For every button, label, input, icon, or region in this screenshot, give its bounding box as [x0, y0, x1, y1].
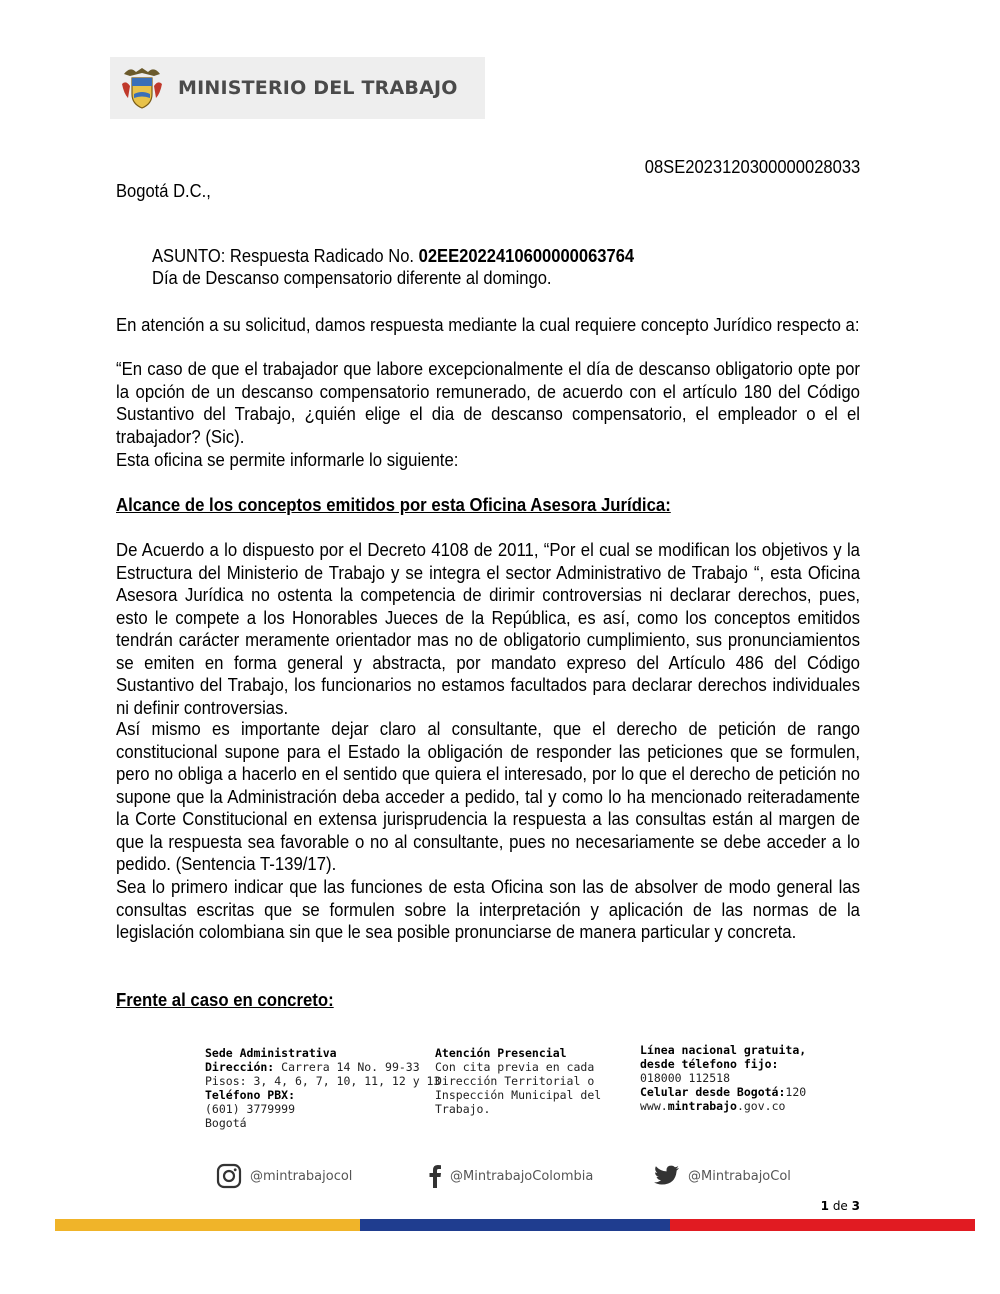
footer-sede: Sede Administrativa Dirección: Carrera 14 No. 99-33 Pisos: 3, 4, 6, 7, 10, 11, 12 y 13 Teléfono PBX: (601) 3779999 Bogotá [205, 1046, 441, 1130]
asunto-line [152, 245, 676, 268]
coat-of-arms-icon [120, 64, 164, 112]
asunto-subject: Día de Descanso compensatorio diferente al domingo. [152, 268, 552, 288]
instagram-icon [216, 1163, 242, 1189]
question-paragraph: “En caso de que el trabajador que labore excepcionalmente el día de descanso obligatorio opte por la opción de un descanso compensatorio remunerado, de acuerdo con el artículo 180 del Código Sustantivo del Trabajo, ¿quién elige el dia de descanso compensatorio, el empleador o el el trabajador? (Sic). [116, 359, 860, 447]
inform-paragraph: Esta oficina se permite informarle lo siguiente: [116, 450, 459, 470]
social-instagram[interactable]: @mintrabajocol [216, 1162, 352, 1190]
footer-linea: Línea nacional gratuita, desde télefono fijo: 018000 112518 Celular desde Bogotá:120 www.mintrabajo.gov.co [640, 1043, 807, 1113]
heading-caso: Frente al caso en concreto: [116, 990, 334, 1010]
intro-paragraph: En atención a su solicitud, damos respuesta mediante la cual requiere concepto Jurídico respecto a: [116, 315, 860, 335]
footer-bar-yellow [55, 1219, 360, 1231]
ministry-logo [110, 57, 485, 119]
website-link[interactable]: www.mintrabajo.gov.co [640, 1099, 786, 1113]
funciones-paragraph: Sea lo primero indicar que las funciones de esta Oficina son las de absolver de modo general las consultas escritas que se formulen sobre la interpretación y aplicación de las normas de la legislación colombiana sin que le sea posible pronunciarse de manera particular y concreta. [116, 877, 860, 942]
social-facebook[interactable]: @MintrabajoColombia [428, 1162, 593, 1190]
social-twitter[interactable]: @MintrabajoCol [654, 1162, 791, 1190]
heading-alcance: Alcance de los conceptos emitidos por esta Oficina Asesora Jurídica: [116, 495, 671, 515]
radicado-number: 08SE2023120300000028033 [644, 157, 860, 177]
footer-bar-blue [360, 1219, 670, 1231]
twitter-icon [654, 1165, 680, 1187]
page-number: 1 de 3 [820, 1199, 860, 1213]
footer-atencion: Atención Presencial Con cita previa en cada Dirección Territorial o Inspección Municipal del Trabajo. [435, 1046, 602, 1116]
asunto-number: 02EE2022410600000063764 [418, 246, 635, 266]
facebook-icon [428, 1164, 442, 1188]
decreto-paragraph: De Acuerdo a lo dispuesto por el Decreto 4108 de 2011, “Por el cual se modifican los objetivos y la Estructura del Ministerio de Trabajo y se integra el sector Administrativo de Trabajo “, esta Oficina Asesora Jurídica no ostenta la competencia de dirimir controversias ni declarar derechos, pues, esto le compete a los Honorables Jueces de la República, es así, como los conceptos emitidos tendrán carácter meramente orientador mas no de obligatorio cumplimiento, sus pronunciamientos se emiten en forma general y abstracta, por mandato expreso del Artículo 486 del Código Sustantivo del Trabajo, los funcionarios no estamos facultados para declarar derechos individuales ni definir controversias. [116, 540, 860, 718]
ministry-name: MINISTERIO DEL TRABAJO [178, 77, 458, 99]
peticion-paragraph: Así mismo es importante dejar claro al consultante, que el derecho de petición de rango constitucional supone para el Estado la obligación de responder las peticiones que se formulen, pero no obliga a hacerlo en el sentido que quiera el interesado, por lo que el derecho de petición no supone que la Administración deba acceder a pedido, tal y como lo ha mencionado reiteradamente la Corte Constitucional en extensa jurisprudencia la respuesta a las consultas están al margen de que la respuesta sea favorable o no al consultante, pues no necesariamente se debe acceder a lo pedido. (Sentencia T-139/17). [116, 719, 860, 874]
place-line: Bogotá D.C., [116, 181, 211, 201]
asunto-prefix: ASUNTO: Respuesta Radicado No. [152, 246, 419, 266]
footer-bar-red [670, 1219, 975, 1231]
